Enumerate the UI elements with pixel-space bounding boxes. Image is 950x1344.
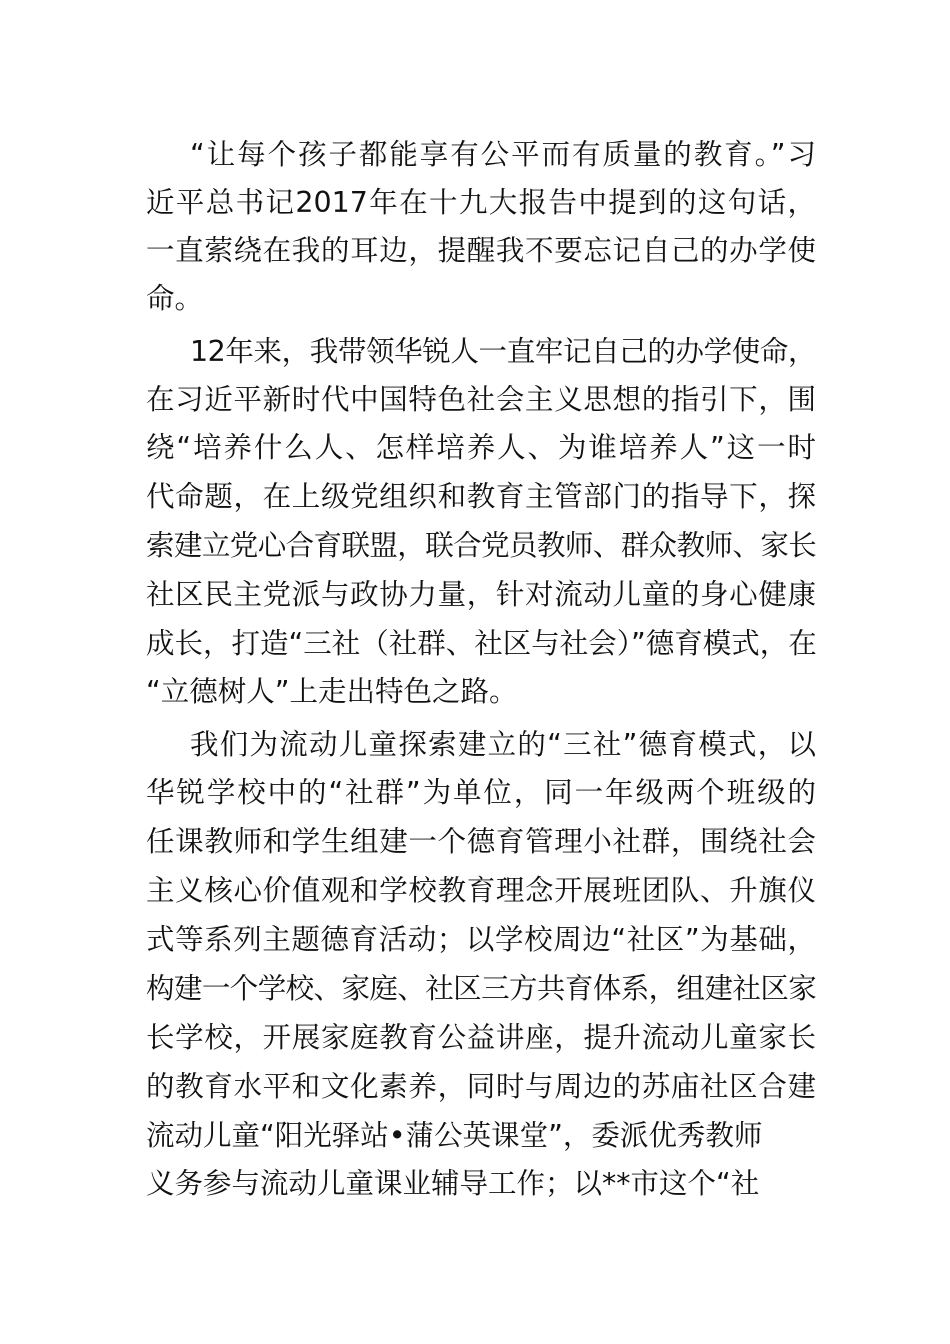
text-line: 在习近平新时代中国特色社会主义思想的指引下，围 [146, 383, 816, 416]
text-line: 索建立党心合育联盟，联合党员教师、群众教师、家长 [146, 529, 816, 562]
text-line: 我们为流动儿童探索建立的“三社”德育模式，以 [190, 728, 816, 761]
text-line: 长学校，开展家庭教育公益讲座，提升流动儿童家长 [146, 1021, 816, 1054]
text-line: 绕“培养什么人、怎样培养人、为谁培养人”这一时 [146, 431, 816, 464]
text-line: 任课教师和学生组建一个德育管理小社群，围绕社会 [146, 825, 816, 858]
text-line: “立德树人”上走出特色之路。 [146, 675, 518, 708]
text-line: 成长，打造“三社（社群、社区与社会）”德育模式，在 [146, 627, 817, 660]
text-line: 华锐学校中的“社群”为单位，同一年级两个班级的 [146, 776, 816, 809]
text-line: 主义核心价值观和学校教育理念开展班团队、升旗仪 [146, 874, 816, 907]
text-line: 义务参与流动儿童课业辅导工作；以**市这个“社 [146, 1167, 760, 1200]
text-line: 构建一个学校、家庭、社区三方共育体系，组建社区家 [146, 972, 816, 1005]
text-line: “让每个孩子都能享有公平而有质量的教育。”习 [190, 138, 816, 171]
text-line: 命。 [146, 282, 204, 315]
text-line: 近平总书记2017年在十九大报告中提到的这句话， [146, 186, 816, 219]
text-line: 一直萦绕在我的耳边，提醒我不要忘记自己的办学使 [146, 234, 816, 267]
text-line: 式等系列主题德育活动；以学校周边“社区”为基础， [146, 923, 816, 956]
text-line: 12年来，我带领华锐人一直牢记自己的办学使命， [190, 335, 816, 368]
text-line: 代命题，在上级党组织和教育主管部门的指导下，探 [146, 480, 816, 513]
text-line: 流动儿童“阳光驿站•蒲公英课堂”，委派优秀教师 [146, 1119, 763, 1152]
text-line: 社区民主党派与政协力量，针对流动儿童的身心健康 [146, 578, 816, 611]
text-line: 的教育水平和文化素养，同时与周边的苏庙社区合建 [146, 1070, 816, 1103]
